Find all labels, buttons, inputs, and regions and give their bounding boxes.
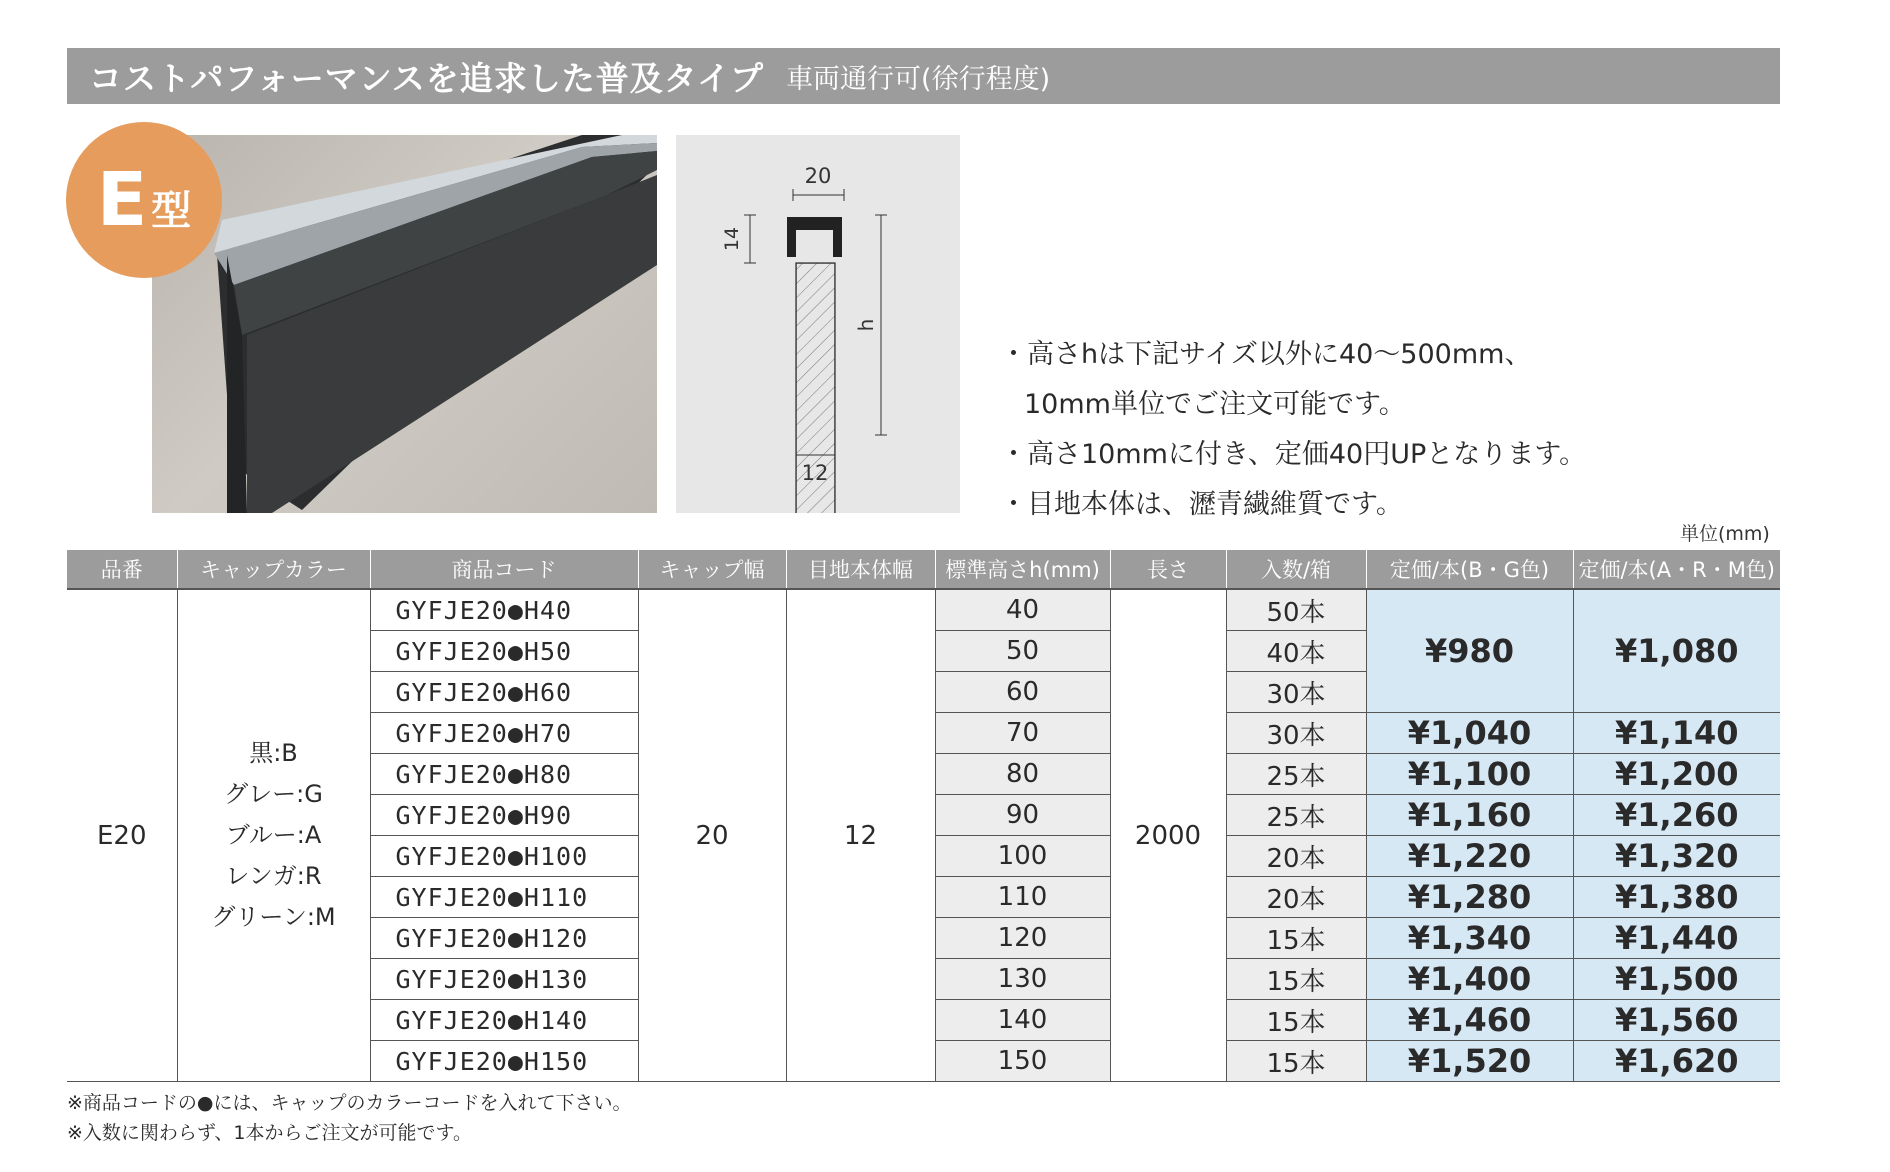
price-arm-cell: ¥1,080 — [1573, 589, 1780, 713]
product-photo — [152, 135, 657, 513]
height-cell: 150 — [935, 1041, 1110, 1082]
dim-bottom-width: 12 — [801, 461, 829, 485]
price-bg-cell: ¥1,040 — [1366, 713, 1573, 754]
product-code: GYFJE20●H120 — [370, 918, 638, 959]
unit-label: 単位(mm) — [1680, 523, 1770, 545]
height-cell: 140 — [935, 1000, 1110, 1041]
qty-cell: 15本 — [1226, 959, 1366, 1000]
header-cell: 定価/本(B・G色) — [1366, 550, 1573, 589]
qty-cell: 20本 — [1226, 877, 1366, 918]
height-cell: 110 — [935, 877, 1110, 918]
note-item: ・目地本体は、瀝青繊維質です。 — [1000, 489, 1403, 520]
height-cell: 40 — [935, 589, 1110, 631]
height-cell: 100 — [935, 836, 1110, 877]
cap-color-cell — [177, 589, 370, 1082]
header-cell: 定価/本(A・R・M色) — [1573, 550, 1780, 589]
price-arm-cell: ¥1,260 — [1573, 795, 1780, 836]
header-cell: 長さ — [1110, 550, 1226, 589]
product-code: GYFJE20●H40 — [370, 589, 638, 631]
title-banner — [67, 48, 1780, 104]
qty-cell: 20本 — [1226, 836, 1366, 877]
price-arm-cell: ¥1,380 — [1573, 877, 1780, 918]
dim-top-width: 20 — [804, 164, 832, 188]
cap-color: グレー:G — [224, 780, 323, 808]
dim-cap-height: 14 — [721, 226, 743, 252]
note-item: ・高さhは下記サイズ以外に40～500mm、 — [1000, 339, 1532, 370]
price-bg-cell: ¥1,460 — [1366, 1000, 1573, 1041]
spec-table — [67, 550, 1780, 1082]
qty-cell: 30本 — [1226, 713, 1366, 754]
header-cell: 商品コード — [370, 550, 638, 589]
qty-cell: 15本 — [1226, 1041, 1366, 1082]
qty-cell: 25本 — [1226, 795, 1366, 836]
price-arm-cell: ¥1,560 — [1573, 1000, 1780, 1041]
footnote: ※入数に関わらず、1本からご注文が可能です。 — [67, 1122, 472, 1144]
qty-cell: 15本 — [1226, 918, 1366, 959]
cap-width-cell: 20 — [638, 589, 786, 1082]
price-bg-cell: ¥980 — [1366, 589, 1573, 713]
banner-title: コストパフォーマンスを追求した普及タイプ — [89, 58, 765, 98]
price-arm-cell: ¥1,500 — [1573, 959, 1780, 1000]
price-arm-cell: ¥1,440 — [1573, 918, 1780, 959]
price-bg-cell: ¥1,340 — [1366, 918, 1573, 959]
product-code: GYFJE20●H70 — [370, 713, 638, 754]
product-code: GYFJE20●H110 — [370, 877, 638, 918]
header-cell: 入数/箱 — [1226, 550, 1366, 589]
header-cell: キャップ幅 — [638, 550, 786, 589]
qty-cell: 30本 — [1226, 672, 1366, 713]
price-arm-cell: ¥1,320 — [1573, 836, 1780, 877]
qty-cell: 40本 — [1226, 631, 1366, 672]
cap-color: ブルー:A — [225, 821, 322, 849]
badge-letter: E — [96, 157, 148, 243]
cap-color: レンガ:R — [225, 862, 322, 890]
length-cell: 2000 — [1110, 589, 1226, 1082]
footnote: ※商品コードの●には、キャップのカラーコードを入れて下さい。 — [67, 1092, 632, 1114]
product-code: GYFJE20●H140 — [370, 1000, 638, 1041]
product-code: GYFJE20●H150 — [370, 1041, 638, 1082]
product-code: GYFJE20●H130 — [370, 959, 638, 1000]
price-bg-cell: ¥1,400 — [1366, 959, 1573, 1000]
note-item: ・高さ10mmに付き、定価40円UPとなります。 — [1000, 439, 1587, 470]
banner-subtitle: 車両通行可(徐行程度) — [786, 63, 1051, 95]
dim-height: h — [854, 318, 878, 332]
header-cell: 目地本体幅 — [786, 550, 935, 589]
price-bg-cell: ¥1,160 — [1366, 795, 1573, 836]
cap-color: グリーン:M — [211, 903, 336, 931]
qty-cell: 25本 — [1226, 754, 1366, 795]
product-photo-illustration — [152, 135, 657, 513]
product-code: GYFJE20●H80 — [370, 754, 638, 795]
product-code: GYFJE20●H100 — [370, 836, 638, 877]
product-code: GYFJE20●H50 — [370, 631, 638, 672]
price-bg-cell: ¥1,280 — [1366, 877, 1573, 918]
product-code: GYFJE20●H90 — [370, 795, 638, 836]
header-cell: キャップカラー — [177, 550, 370, 589]
table-row — [67, 589, 1780, 631]
height-cell: 130 — [935, 959, 1110, 1000]
price-arm-cell: ¥1,140 — [1573, 713, 1780, 754]
body-width-cell: 12 — [786, 589, 935, 1082]
badge-suffix: 型 — [151, 187, 192, 234]
header-cell: 品番 — [67, 550, 177, 589]
qty-cell: 15本 — [1226, 1000, 1366, 1041]
header-row — [67, 550, 1780, 589]
price-arm-cell: ¥1,200 — [1573, 754, 1780, 795]
notes-list — [1000, 330, 1586, 530]
qty-cell: 50本 — [1226, 589, 1366, 631]
height-cell: 70 — [935, 713, 1110, 754]
note-item: 10mm単位でご注文可能です。 — [1024, 389, 1406, 420]
height-cell: 80 — [935, 754, 1110, 795]
height-cell: 120 — [935, 918, 1110, 959]
height-cell: 50 — [935, 631, 1110, 672]
model-cell: E20 — [67, 589, 177, 1082]
header-cell: 標準高さh(mm) — [935, 550, 1110, 589]
price-arm-cell: ¥1,620 — [1573, 1041, 1780, 1082]
price-bg-cell: ¥1,100 — [1366, 754, 1573, 795]
height-cell: 60 — [935, 672, 1110, 713]
cap-color: 黒:B — [249, 739, 298, 767]
product-code: GYFJE20●H60 — [370, 672, 638, 713]
price-bg-cell: ¥1,220 — [1366, 836, 1573, 877]
cross-section-drawing — [676, 135, 960, 513]
height-cell: 90 — [935, 795, 1110, 836]
type-badge — [66, 122, 222, 278]
price-bg-cell: ¥1,520 — [1366, 1041, 1573, 1082]
cross-section-svg — [676, 135, 960, 513]
